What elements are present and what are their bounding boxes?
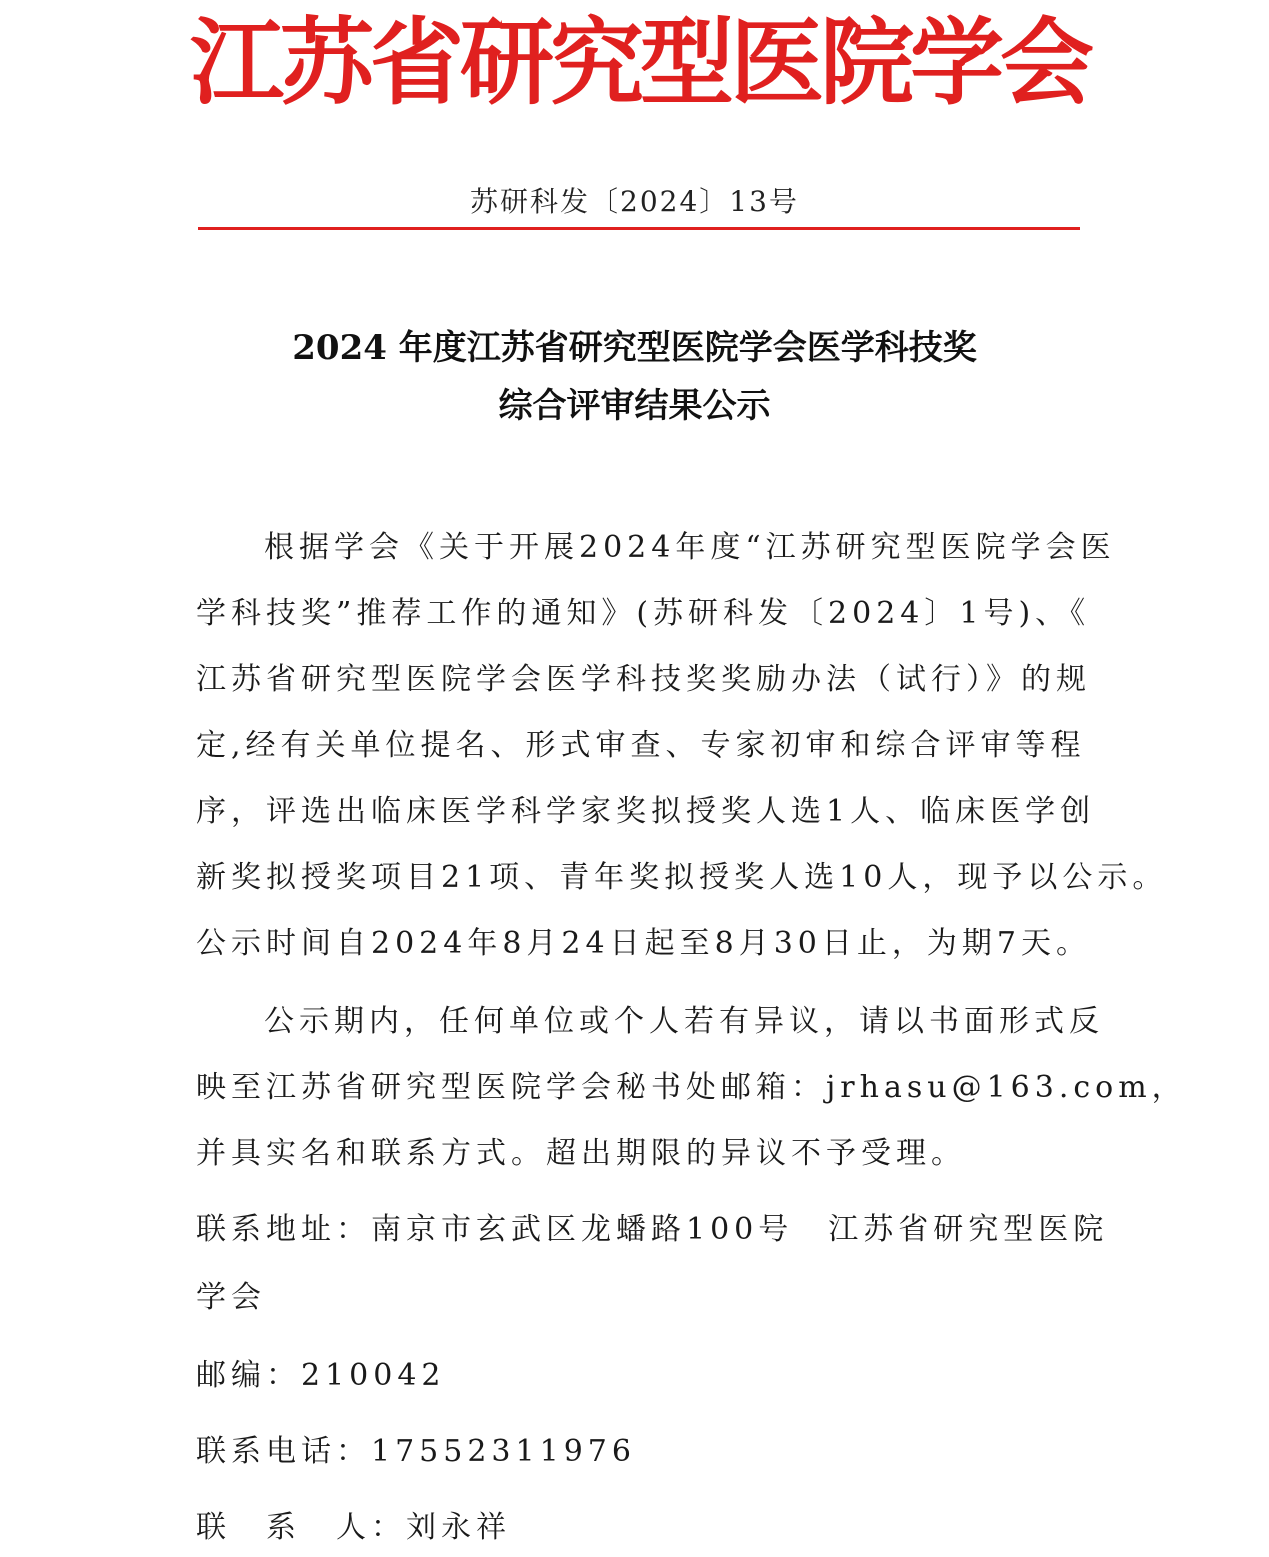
contact-phone: 联系电话：17552311976 [196,1434,636,1469]
paragraph-1-line: 学科技奖”推荐工作的通知》(苏研科发〔2024〕1号)、《 [196,596,1091,631]
document-title-line-1: 2024 年度江苏省研究型医院学会医学科技奖 [292,328,977,368]
paragraph-2-line: 映至江苏省研究型医院学会秘书处邮箱：jrhasu@163.com， [196,1070,1187,1105]
paragraph-1-line: 江苏省研究型医院学会医学科技奖奖励办法（试行）》的规 [196,662,1091,697]
paragraph-1-line: 根据学会《关于开展2024年度“江苏研究型医院学会医 [264,530,1116,565]
document-number: 苏研科发〔2024〕13号 [470,185,799,218]
org-title: 江苏省研究型医院学会 [190,9,1091,118]
contact-address-continued: 学会 [196,1280,266,1315]
paragraph-1-line: 序，评选出临床医学科学家奖拟授奖人选1人、临床医学创 [196,794,1096,829]
paragraph-2-line: 并具实名和联系方式。超出期限的异议不予受理。 [196,1136,966,1171]
contact-address: 联系地址：南京市玄武区龙蟠路100号 江苏省研究型医院 [196,1212,1109,1247]
red-divider-line [198,227,1080,230]
paragraph-2-line: 公示期内，任何单位或个人若有异议，请以书面形式反 [264,1004,1104,1039]
contact-person: 联 系 人：刘永祥 [196,1510,511,1545]
paragraph-1-line: 新奖拟授奖项目21项、青年奖拟授奖人选10人，现予以公示。 [196,860,1168,895]
document-title-line-2: 综合评审结果公示 [498,386,771,426]
contact-postcode: 邮编：210042 [196,1358,446,1393]
paragraph-1-line: 定,经有关单位提名、形式审查、专家初审和综合评审等程 [196,728,1086,763]
paragraph-1-line: 公示时间自2024年8月24日起至8月30日止，为期7天。 [196,926,1091,961]
